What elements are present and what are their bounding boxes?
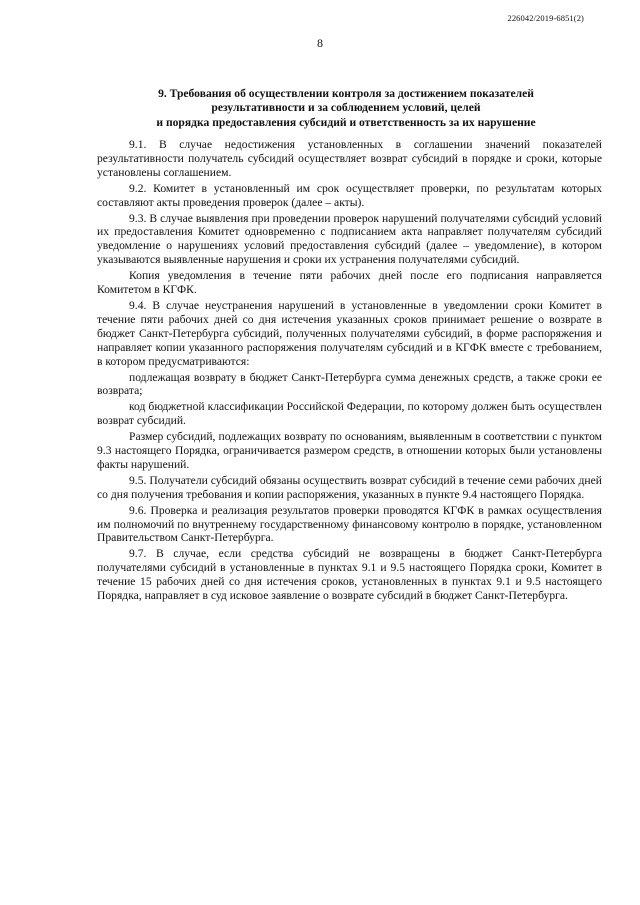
section-heading-line: и порядка предоставления субсидий и ответственность за их нарушение xyxy=(156,115,536,129)
paragraph-9-2: 9.2. Комитет в установленный им срок осуществляет проверки, по результатам которых составляют акты проведения проверок (далее – акты). xyxy=(97,181,602,209)
paragraph-budget-code: код бюджетной классификации Российской Федерации, по которому должен быть осуществлен возврат субсидий. xyxy=(97,400,602,428)
section-heading xyxy=(96,87,596,130)
document-id: 226042/2019-6851(2) xyxy=(507,13,584,23)
paragraph-9-3: 9.3. В случае выявления при проведении проверок нарушений получателями субсидий условий их предоставления Комитет одновременно с подписанием акта направляет получателям субсидий уведомление о нарушениях условий предоставления субсидий (далее – уведомление), в котором указываются выявленные нарушения и сроки их устранения получателями субсидий. xyxy=(97,211,602,267)
paragraph-9-7: 9.7. В случае, если средства субсидий не возвращены в бюджет Санкт-Петербурга получателями субсидий в установленные в пунктах 9.1 и 9.5 настоящего Порядка сроки, Комитет в течение 15 рабочих дней со дня истечения сроков, установленных в пунктах 9.1 и 9.5 настоящего Порядка, направляет в суд исковое заявление о возврате субсидий в бюджет Санкт-Петербурга. xyxy=(97,547,602,603)
section-heading-line: результативности и за соблюдением условий, целей xyxy=(211,101,481,115)
section-heading-line: 9. Требования об осуществлении контроля за достижением показателей xyxy=(158,87,534,100)
page-number: 8 xyxy=(317,36,323,50)
paragraph-notice-copy: Копия уведомления в течение пяти рабочих дней после его подписания направляется Комитетом в КГФК. xyxy=(97,269,602,297)
paragraph-subsidy-size: Размер субсидий, подлежащих возврату по основаниям, выявленным в соответствии с пунктом 9.3 настоящего Порядка, ограничивается размером средств, в отношении которых были установлены факты нарушений. xyxy=(97,430,602,471)
paragraph-9-6: 9.6. Проверка и реализация результатов проверки проводятся КГФК в рамках осуществления им полномочий по внутреннему государственному финансовому контролю в порядке, установленном Правительством Санкт-Петербурга. xyxy=(97,503,602,545)
document-body xyxy=(97,138,602,605)
paragraph-9-4: 9.4. В случае неустранения нарушений в установленные в уведомлении сроки Комитет в течение пяти рабочих дней со дня истечения указанных сроков принимает решение о возврате в бюджет Санкт-Петербурга субсидий, полученных получателями субсидий, в форме распоряжения и направляет копии указанного распоряжения получателям субсидий и в КГФК вместе с требованием, в котором предусматриваются: xyxy=(97,298,602,368)
paragraph-refund-amount: подлежащая возврату в бюджет Санкт-Петербурга сумма денежных средств, а также сроки ее возврата; xyxy=(97,370,602,398)
paragraph-9-5: 9.5. Получатели субсидий обязаны осуществить возврат субсидий в течение семи рабочих дней со дня получения требования и копии распоряжения, указанных в пункте 9.4 настоящего Порядка. xyxy=(97,473,602,501)
paragraph-9-1: 9.1. В случае недостижения установленных в соглашении значений показателей результативности получатель субсидий осуществляет возврат субсидий в порядке и сроки, которые установлены соглашением. xyxy=(97,138,602,179)
